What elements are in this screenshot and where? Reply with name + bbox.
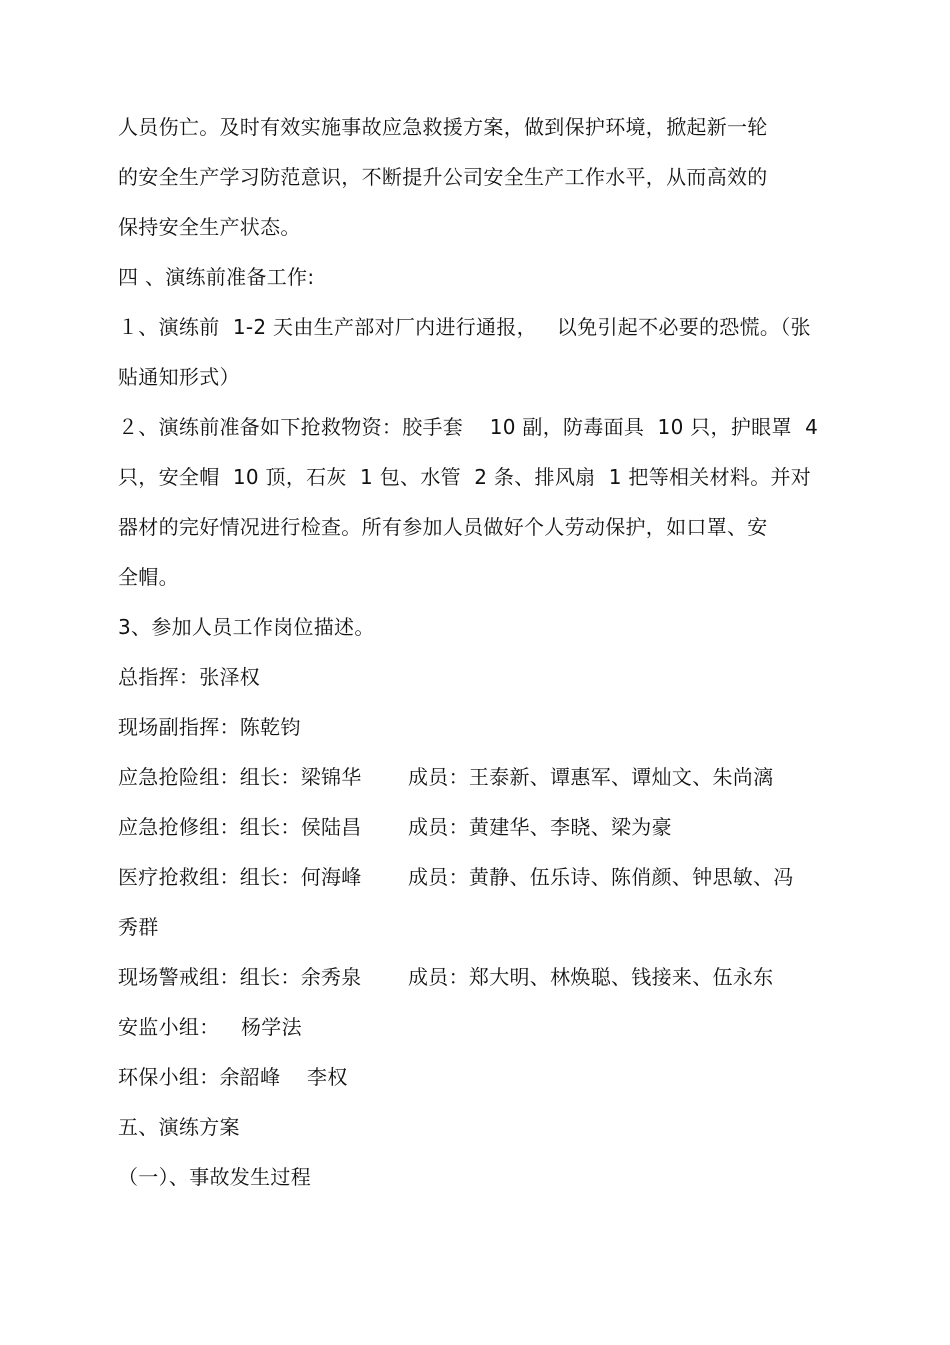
paragraph-line: 保持安全生产状态。 xyxy=(118,215,301,239)
role-safety-label: 安监小组： xyxy=(118,1015,220,1039)
role-medical-members: 成员：黄静、伍乐诗、陈俏颜、钟思敏、冯 xyxy=(408,865,794,889)
role-env: 环保小组：余韶峰 李权 xyxy=(118,1065,348,1089)
role-medical-leader: 医疗抢救组：组长：何海峰 xyxy=(118,865,362,889)
role-deputy: 现场副指挥：陈乾钧 xyxy=(118,715,301,739)
list-item-line: 只，安全帽 10 顶，石灰 1 包、水管 2 条、排风扇 1 把等相关材料。并对 xyxy=(118,465,812,489)
role-safety-member: 杨学法 xyxy=(241,1015,302,1039)
paragraph-line: 人员伤亡。及时有效实施事故应急救援方案，做到保护环境，掀起新一轮 xyxy=(118,115,768,139)
paragraph-line: 的安全生产学习防范意识，不断提升公司安全生产工作水平，从而高效的 xyxy=(118,165,768,189)
section-heading: 四 、演练前准备工作: xyxy=(118,265,315,289)
list-item-line: ２、演练前准备如下抢救物资：胶手套 10 副，防毒面具 10 只，护眼罩 4 xyxy=(118,415,819,439)
role-repair-leader: 应急抢修组：组长：侯陆昌 xyxy=(118,815,362,839)
list-item-line: 贴通知形式） xyxy=(118,365,240,389)
list-item-line: １、演练前 1-2 天由生产部对厂内进行通报， 以免引起不必要的恐慌。（张 xyxy=(118,315,811,339)
role-guard-members: 成员：郑大明、林焕聪、钱接来、伍永东 xyxy=(408,965,774,989)
role-repair-members: 成员：黄建华、李晓、梁为豪 xyxy=(408,815,672,839)
role-guard-leader: 现场警戒组：组长：余秀泉 xyxy=(118,965,362,989)
role-rescue-members: 成员：王泰新、谭惠军、谭灿文、朱尚漓 xyxy=(408,765,774,789)
list-item-line: 3、参加人员工作岗位描述。 xyxy=(118,615,375,639)
section-heading: 五、演练方案 xyxy=(118,1115,240,1139)
list-item-line: 全帽。 xyxy=(118,565,179,589)
role-rescue-leader: 应急抢险组：组长：梁锦华 xyxy=(118,765,362,789)
subsection-heading: （一）、事故发生过程 xyxy=(118,1165,311,1189)
role-medical-members-cont: 秀群 xyxy=(118,915,159,939)
role-commander: 总指挥：张泽权 xyxy=(118,665,261,689)
list-item-line: 器材的完好情况进行检查。所有参加人员做好个人劳动保护，如口罩、安 xyxy=(118,515,768,539)
